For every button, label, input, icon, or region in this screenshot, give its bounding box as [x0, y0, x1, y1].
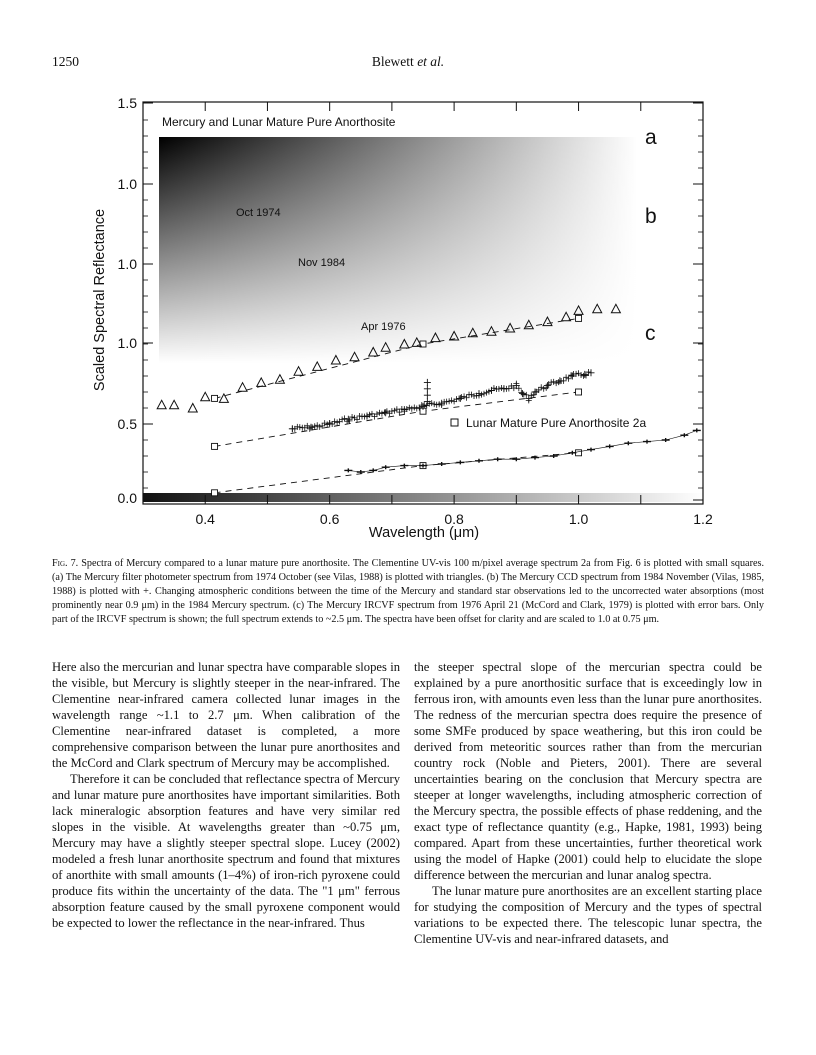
mercury-1984-plus-point	[519, 390, 526, 397]
lunar-square-point	[576, 389, 582, 395]
series-a-date-label: Oct 1974	[236, 207, 281, 219]
paragraph: the steeper spectral slope of the mercurian spectra could be explained by a pure anorthositic surface that is exceedingly low in ferrous iron, with amounts even less than the lunar pure anorthosites. The redness of the mercurian spectra does require the presence of some SMFe produced by space weathering, but this iron could be derived from meteoritic sources rather than from the mercurian country rock (Noble and Pieters, 2001). There are several uncertainties bearing on the conclusion that Mercury spectra are steeper at longer wavelengths, including atmospheric correction of the Mercury spectra, the possible effects of phase reddening, and the exact type of reflectance quantity (e.g., Hapke, 1981, 1993) being compared. Apart from these uncertainties, further theoretical work using the model of Hapke (2001) could help to elucidate the slope difference between the mercurian and lunar analog spectra.	[414, 660, 762, 882]
y-tick-label: 1.5	[117, 95, 137, 111]
mercury-1974-triangle-point	[157, 400, 166, 409]
series-a-tag: a	[645, 126, 657, 149]
body-column-right	[414, 659, 762, 947]
lunar-square-point	[212, 490, 218, 496]
x-tick-label: 0.8	[444, 511, 464, 527]
paragraph: Here also the mercurian and lunar spectra have comparable slopes in the visible, but Mercury is slightly steeper in the near-infrared. The Clementine near-infrared camera collected lunar images in the wavelength range ~1.1 to 2.7 μm. When calibration of the Clementine near-infrared dataset is completed, a more comprehensive comparison between the lunar pure anorthosites and the McCord and Clark spectrum of Mercury may be accomplished.	[52, 660, 400, 770]
chart-title: Mercury and Lunar Mature Pure Anorthosite	[162, 115, 396, 129]
y-tick-label: 0.0	[117, 490, 137, 506]
mercury-1976-line	[348, 430, 697, 472]
mercury-1974-triangle-point	[201, 392, 210, 401]
series-b-tag: b	[645, 205, 657, 228]
mercury-1984-plus-point	[424, 385, 431, 392]
mercury-1974-triangle-point	[238, 383, 247, 392]
y-tick-label: 0.5	[117, 416, 137, 432]
mercury-1974-triangle-point	[294, 367, 303, 376]
lunar-square-point	[576, 315, 582, 321]
y-tick-label: 1.0	[117, 256, 137, 272]
caption-lead: Fig. 7.	[52, 558, 79, 569]
mercury-1974-triangle-point	[313, 362, 322, 371]
x-axis-label: Wavelength (μm)	[368, 525, 480, 541]
running-head-authors: Blewett et al.	[371, 54, 445, 69]
series-c-tag: c	[645, 322, 656, 345]
mercury-1974-triangle-point	[257, 378, 266, 387]
mercury-1984-plus-point	[424, 392, 431, 399]
shaded-background	[143, 137, 703, 502]
series-c-date-label: Apr 1976	[361, 321, 406, 333]
y-tick-label: 1.0	[117, 335, 137, 351]
mercury-1984-plus-point	[424, 379, 431, 386]
caption-text: Spectra of Mercury compared to a lunar mature pure anorthosite. The Clementine UV-vis 100 m/pixel average spectrum 2a from Fig. 6 is plotted with small squares. (a) The Mercury filter photometer spectrum from 1974 October (see Vilas, 1988) is plotted with triangles. (b) The Mercury CCD spectrum from 1984 November (Vilas, 1985, 1988) is plotted with +. Changing atmospheric conditions between the time of the Mercury and standard star observations led to the uncorrected water absorptions (most prominently near 0.9 μm) in the 1984 Mercury spectrum. (c) The Mercury IRCVF spectrum from 1976 April 21 (McCord and Clark, 1979) is plotted with error bars. Only part of the IRCVF spectrum is shown; the full spectrum extends to ~2.5 μm. The spectra have been offset for clarity and are scaled to 1.0 at 0.75 μm.	[52, 558, 764, 625]
body-column-left	[52, 659, 400, 931]
series-b-date-label: Nov 1984	[298, 257, 346, 269]
y-tick-label: 1.0	[117, 176, 137, 192]
lunar-square-point	[212, 395, 218, 401]
paragraph: The lunar mature pure anorthosites are an excellent starting place for studying the composition of Mercury and the types of spectral variations to be expected there. The telescopic lunar spectra, the Clementine UV-vis and near-infrared datasets, and	[414, 884, 762, 946]
x-tick-label: 1.2	[693, 511, 713, 527]
x-tick-label: 0.4	[195, 511, 215, 527]
legend-square-marker	[451, 419, 458, 426]
figure-caption	[52, 557, 764, 627]
mercury-1984-plus-point	[457, 395, 464, 402]
lunar-square-point	[212, 443, 218, 449]
y-axis-label: Scaled Spectral Reflectance	[92, 208, 108, 392]
lunar-square-point	[576, 450, 582, 456]
x-tick-label: 0.6	[319, 511, 340, 527]
mercury-1974-triangle-point	[275, 375, 284, 384]
page-number: 1250	[52, 54, 79, 69]
legend-label: Lunar Mature Pure Anorthosite 2a	[466, 416, 647, 430]
mercury-1984-plus-point	[382, 409, 389, 416]
mercury-1974-triangle-point	[188, 404, 197, 413]
x-tick-label: 1.0	[568, 511, 589, 527]
mercury-1974-triangle-point	[170, 400, 179, 409]
paragraph: Therefore it can be concluded that reflectance spectra of Mercury and lunar mature pure anorthosites have important similarities. Both lack mineralogic absorption features and have very similar red slopes in the visible. At wavelengths greater than ~0.75 μm, Mercury may have a slightly steeper spectral slope. Lucey (2002) modeled a fresh lunar anorthosite spectrum and found that mixtures of anorthite with small amounts (1–4%) of iron-rich pyroxene could produce fits within the uncertainty of the data. The "1 μm" ferrous absorption feature caused by the small pyroxene component would be expected to lower the reflectance in the near-infrared. Thus	[52, 772, 400, 930]
